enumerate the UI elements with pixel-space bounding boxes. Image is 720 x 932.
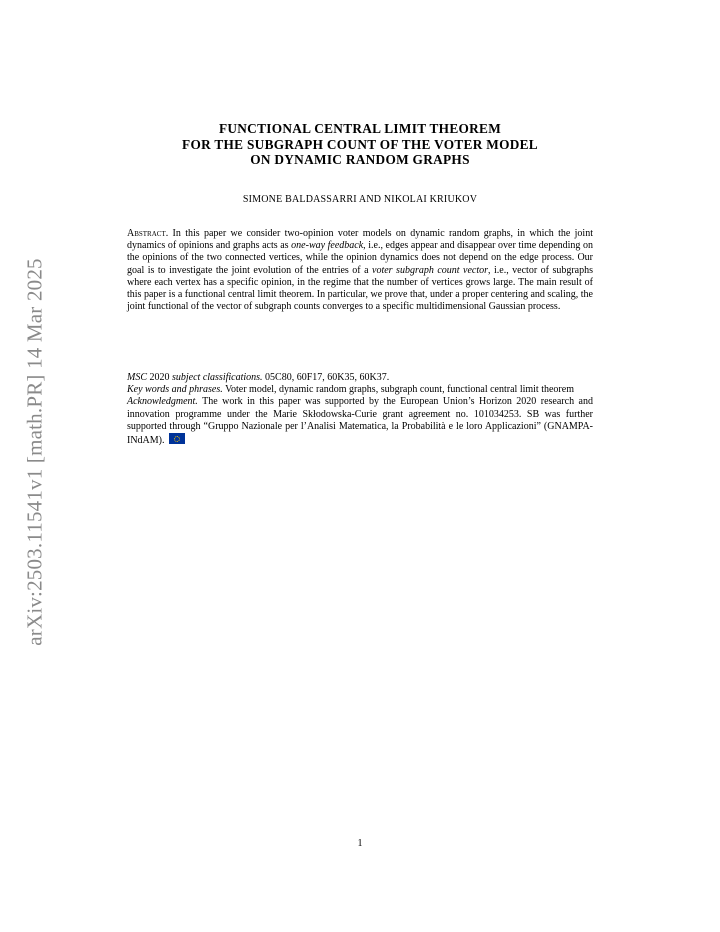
title-line: FOR THE SUBGRAPH COUNT OF THE VOTER MODEL	[182, 136, 538, 152]
arxiv-sidebar	[20, 232, 50, 672]
metadata-block	[127, 372, 593, 447]
msc-year: 2020	[149, 372, 170, 383]
keywords	[127, 384, 593, 396]
keywords-value: Voter model, dynamic random graphs, subgraph count, functional central limit theorem	[225, 384, 574, 396]
abstract	[127, 228, 593, 313]
abstract-emphasis: voter subgraph count vector	[372, 264, 488, 276]
title-line: ON DYNAMIC RANDOM GRAPHS	[250, 152, 470, 167]
acknowledgment-label: Acknowledgment.	[127, 396, 198, 408]
page-number: 1	[357, 838, 363, 849]
paper-title	[126, 121, 594, 168]
msc-label: MSC	[127, 372, 147, 383]
msc-label-suffix: subject classifications.	[172, 372, 263, 383]
acknowledgment	[127, 396, 593, 447]
msc-value: 05C80, 60F17, 60K35, 60K37.	[265, 372, 390, 383]
author-list: SIMONE BALDASSARRI AND NIKOLAI KRIUKOV	[242, 194, 478, 205]
keywords-label: Key words and phrases.	[127, 384, 223, 396]
title-line: FUNCTIONAL CENTRAL LIMIT THEOREM	[218, 121, 502, 136]
acknowledgment-text: The work in this paper was supported by the European Union’s Horizon 2020 research and innovation programme under the Marie Skłodowska-Curie grant agreement no. 101034253. SB was further supported through “Gruppo Nazionale per l’Analisi Matematica, la Probabilità e le loro Applicazioni” (GNAMPA-INdAM).	[127, 396, 593, 447]
msc-classification	[127, 372, 593, 384]
abstract-emphasis: one-way feedback	[291, 240, 364, 252]
eu-flag-icon	[169, 433, 185, 444]
abstract-text: , i.e., vector of subgraphs where each vertex has a specific opinion, in the regime that the number of vertices grows large. The main result of this paper is a functional central limit theorem. In particular, we prove that, under a proper centering and scaling, the joint functional of the vector of subgraph counts converges to a specific multidimensional Gaussian process.	[127, 264, 593, 313]
arxiv-identifier: arXiv:2503.11541v1 [math.PR] 14 Mar 2025	[22, 258, 47, 646]
abstract-heading: Abstract.	[127, 228, 169, 239]
abstract-text: , i.e., edges appear and disappear over time depending on the opinions of the two connected vertices, while the opinion dynamics does not depend on the edge process. Our goal is to investigate the joint evolution of the entries of a	[127, 240, 593, 276]
abstract-text: In this paper we consider two-opinion voter models on dynamic random graphs, in which the joint dynamics of opinions and graphs acts as	[127, 228, 593, 252]
